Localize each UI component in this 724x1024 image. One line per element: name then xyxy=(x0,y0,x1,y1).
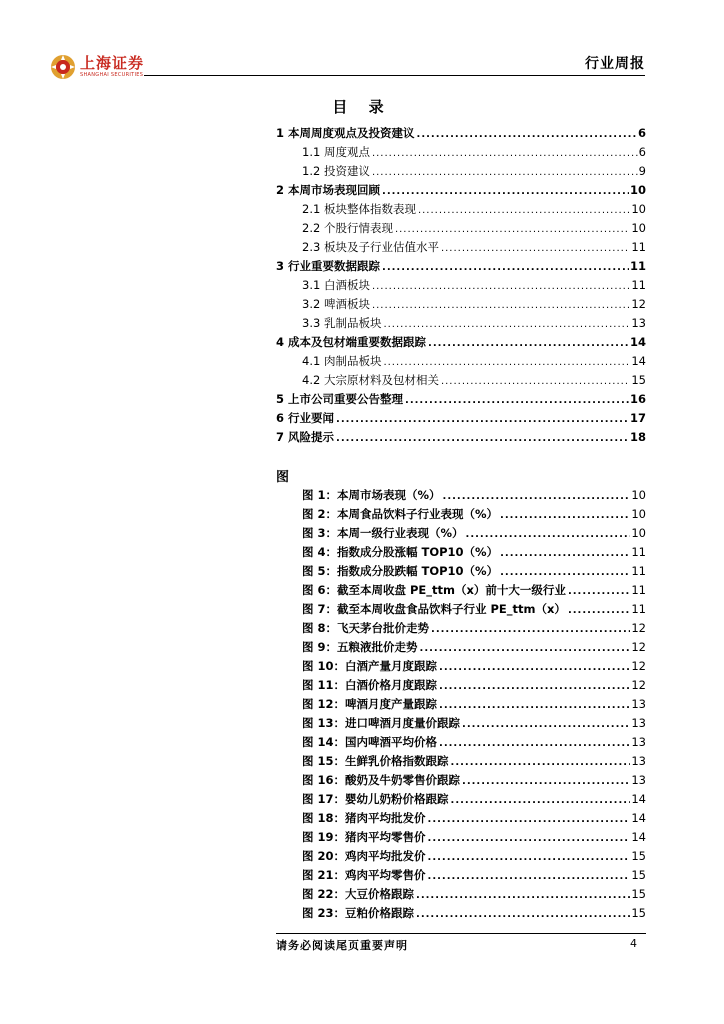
footer-divider xyxy=(276,933,646,934)
toc-entry[interactable] xyxy=(276,220,646,239)
toc-entry-page: 14 xyxy=(629,335,646,349)
toc-entry-page: 11 xyxy=(631,240,646,254)
dot-leader xyxy=(428,338,629,349)
figure-entry[interactable] xyxy=(276,696,646,715)
figure-entry-label: 图 20：鸡肉平均批发价 xyxy=(302,849,426,863)
dot-leader xyxy=(428,833,631,844)
figure-entry-label: 图 2：本周食品饮料子行业表现（%） xyxy=(302,507,499,521)
figure-entry-page: 11 xyxy=(631,583,646,597)
toc-entry-label: 2 本周市场表现回顾 xyxy=(276,183,381,197)
toc-entry[interactable] xyxy=(276,125,646,144)
figure-entry-page: 13 xyxy=(631,697,646,711)
toc-entry-page: 6 xyxy=(637,126,646,140)
figure-entry[interactable] xyxy=(276,734,646,753)
figure-entry-page: 12 xyxy=(631,621,646,635)
toc-entry-label: 3.3 乳制品板块 xyxy=(302,316,382,330)
toc-entry-label: 2.3 板块及子行业估值水平 xyxy=(302,240,439,254)
figures-heading: 图 xyxy=(276,470,290,485)
figure-entry-label: 图 1：本周市场表现（%） xyxy=(302,488,441,502)
figure-entry-page: 14 xyxy=(631,830,646,844)
toc-entry[interactable] xyxy=(276,182,646,201)
toc-entry[interactable] xyxy=(276,315,646,334)
toc-entry-page: 16 xyxy=(629,392,646,406)
toc-entry-label: 5 上市公司重要公告整理 xyxy=(276,392,404,406)
figure-entry-page: 15 xyxy=(631,868,646,882)
toc-entry[interactable] xyxy=(276,144,646,163)
figure-entry[interactable] xyxy=(276,791,646,810)
figure-entry-page: 12 xyxy=(631,640,646,654)
toc-entry-page: 10 xyxy=(631,202,646,216)
figure-entry-label: 图 7：截至本周收盘食品饮料子行业 PE_ttm（x） xyxy=(302,602,566,616)
dot-leader xyxy=(439,738,630,749)
toc-entry[interactable] xyxy=(276,163,646,182)
figure-entry-page: 13 xyxy=(631,773,646,787)
dot-leader xyxy=(466,529,631,540)
list-of-figures xyxy=(276,487,646,924)
figure-entry[interactable] xyxy=(276,544,646,563)
figure-entry-label: 图 13：进口啤酒月度量价跟踪 xyxy=(302,716,461,730)
toc-entry[interactable] xyxy=(276,353,646,372)
toc-entry-page: 11 xyxy=(629,259,646,273)
dot-leader xyxy=(500,567,630,578)
dot-leader xyxy=(336,414,629,425)
figure-entry[interactable] xyxy=(276,867,646,886)
figure-entry-page: 14 xyxy=(631,811,646,825)
figure-entry-page: 10 xyxy=(631,507,646,521)
toc-entry[interactable] xyxy=(276,277,646,296)
figure-entry[interactable] xyxy=(276,601,646,620)
figure-entry-label: 图 15：生鲜乳价格指数跟踪 xyxy=(302,754,449,768)
toc-entry[interactable] xyxy=(276,372,646,391)
logo-english-name: SHANGHAI SECURITIES xyxy=(80,72,144,78)
figure-entry-page: 13 xyxy=(631,754,646,768)
page-number: 4 xyxy=(630,937,637,950)
dot-leader xyxy=(439,681,630,692)
figure-entry-label: 图 22：大豆价格跟踪 xyxy=(302,887,415,901)
figure-entry-page: 14 xyxy=(631,792,646,806)
toc-entry-label: 3.2 啤酒板块 xyxy=(302,297,370,311)
dot-leader xyxy=(382,186,629,197)
dot-leader xyxy=(462,776,630,787)
toc-entry-label: 1.2 投资建议 xyxy=(302,164,370,178)
dot-leader xyxy=(372,281,630,292)
figure-entry[interactable] xyxy=(276,658,646,677)
figure-entry-label: 图 21：鸡肉平均零售价 xyxy=(302,868,426,882)
dot-leader xyxy=(500,510,630,521)
figure-entry[interactable] xyxy=(276,715,646,734)
dot-leader xyxy=(441,376,630,387)
figure-entry-page: 12 xyxy=(631,678,646,692)
toc-entry-page: 10 xyxy=(629,183,646,197)
dot-leader xyxy=(416,890,630,901)
dot-leader xyxy=(416,909,630,920)
figure-entry[interactable] xyxy=(276,886,646,905)
dot-leader xyxy=(500,548,630,559)
figure-entry-page: 15 xyxy=(631,906,646,920)
figure-entry-label: 图 19：猪肉平均零售价 xyxy=(302,830,426,844)
logo-chinese-name: 上海证券 xyxy=(80,54,145,72)
dot-leader xyxy=(372,167,638,178)
page-header xyxy=(0,0,724,80)
toc-entry[interactable] xyxy=(276,258,646,277)
toc-entry-page: 12 xyxy=(631,297,646,311)
dot-leader xyxy=(395,224,630,235)
figure-entry[interactable] xyxy=(276,525,646,544)
figure-entry-label: 图 6：截至本周收盘 PE_ttm（x）前十大一级行业 xyxy=(302,583,566,597)
figure-entry-page: 13 xyxy=(631,716,646,730)
dot-leader xyxy=(428,871,631,882)
toc-entry-page: 13 xyxy=(631,316,646,330)
dot-leader xyxy=(336,433,629,444)
toc-entry-label: 2.1 板块整体指数表现 xyxy=(302,202,416,216)
dot-leader xyxy=(428,852,631,863)
figure-entry-page: 11 xyxy=(631,564,646,578)
dot-leader xyxy=(428,814,631,825)
figure-entry-label: 图 18：猪肉平均批发价 xyxy=(302,811,426,825)
toc-entry-label: 4.1 肉制品板块 xyxy=(302,354,382,368)
dot-leader xyxy=(443,491,631,502)
toc-entry-page: 14 xyxy=(631,354,646,368)
toc-title: 目 录 xyxy=(332,98,392,116)
figure-entry[interactable] xyxy=(276,582,646,601)
toc-entry[interactable] xyxy=(276,391,646,410)
toc-entry-label: 6 行业要闻 xyxy=(276,411,335,425)
figure-entry-label: 图 12：啤酒月度产量跟踪 xyxy=(302,697,438,711)
toc-entry[interactable] xyxy=(276,296,646,315)
figure-entry-label: 图 23：豆粕价格跟踪 xyxy=(302,906,415,920)
figure-entry-label: 图 14：国内啤酒平均价格 xyxy=(302,735,438,749)
toc-entry[interactable] xyxy=(276,410,646,429)
report-type-label: 行业周报 xyxy=(585,56,645,72)
figure-entry-page: 11 xyxy=(631,602,646,616)
toc-entry-label: 4.2 大宗原材料及包材相关 xyxy=(302,373,439,387)
disclaimer-note: 请务必阅读尾页重要声明 xyxy=(276,939,408,952)
figure-entry-page: 15 xyxy=(631,849,646,863)
figure-entry[interactable] xyxy=(276,905,646,924)
figure-entry-label: 图 5：指数成分股跌幅 TOP10（%） xyxy=(302,564,499,578)
figure-entry-label: 图 17：婴幼儿奶粉价格跟踪 xyxy=(302,792,449,806)
figure-entry-page: 11 xyxy=(631,545,646,559)
figure-entry-label: 图 4：指数成分股涨幅 TOP10（%） xyxy=(302,545,499,559)
toc-entry-label: 4 成本及包材端重要数据跟踪 xyxy=(276,335,427,349)
figure-entry[interactable] xyxy=(276,487,646,506)
figure-entry-label: 图 8：飞天茅台批价走势 xyxy=(302,621,430,635)
logo-emblem-icon xyxy=(50,54,76,80)
toc-entry-page: 10 xyxy=(631,221,646,235)
toc-entry-page: 17 xyxy=(629,411,646,425)
toc-entry[interactable] xyxy=(276,201,646,220)
figure-entry[interactable] xyxy=(276,620,646,639)
figure-entry[interactable] xyxy=(276,677,646,696)
dot-leader xyxy=(462,719,630,730)
figure-entry[interactable] xyxy=(276,639,646,658)
figure-entry-label: 图 9：五粮液批价走势 xyxy=(302,640,418,654)
figure-entry-page: 12 xyxy=(631,659,646,673)
figure-entry-page: 10 xyxy=(631,488,646,502)
toc-entry-page: 15 xyxy=(631,373,646,387)
dot-leader xyxy=(451,795,631,806)
figure-entry-label: 图 11：白酒价格月度跟踪 xyxy=(302,678,438,692)
toc-entry-label: 1.1 周度观点 xyxy=(302,145,370,159)
toc-entry[interactable] xyxy=(276,334,646,353)
figure-entry[interactable] xyxy=(276,810,646,829)
dot-leader xyxy=(568,605,630,616)
figure-entry-label: 图 16：酸奶及牛奶零售价跟踪 xyxy=(302,773,461,787)
dot-leader xyxy=(372,148,638,159)
dot-leader xyxy=(383,357,630,368)
figure-entry-page: 13 xyxy=(631,735,646,749)
dot-leader xyxy=(420,643,631,654)
figure-entry-page: 10 xyxy=(631,526,646,540)
table-of-contents xyxy=(276,125,646,448)
header-divider xyxy=(144,75,645,76)
dot-leader xyxy=(568,586,630,597)
figure-entry-label: 图 10：白酒产量月度跟踪 xyxy=(302,659,438,673)
toc-entry-label: 7 风险提示 xyxy=(276,430,335,444)
figure-entry[interactable] xyxy=(276,848,646,867)
figure-entry[interactable] xyxy=(276,829,646,848)
dot-leader xyxy=(417,129,637,140)
toc-entry[interactable] xyxy=(276,429,646,448)
figure-entry[interactable] xyxy=(276,506,646,525)
dot-leader xyxy=(418,205,630,216)
figure-entry-label: 图 3：本周一级行业表现（%） xyxy=(302,526,464,540)
figure-entry-page: 15 xyxy=(631,887,646,901)
dot-leader xyxy=(441,243,630,254)
toc-entry-page: 6 xyxy=(638,145,646,159)
figure-entry[interactable] xyxy=(276,772,646,791)
toc-entry-label: 3.1 白酒板块 xyxy=(302,278,370,292)
dot-leader xyxy=(451,757,631,768)
dot-leader xyxy=(405,395,629,406)
toc-entry-page: 18 xyxy=(629,430,646,444)
figure-entry[interactable] xyxy=(276,753,646,772)
toc-entry-label: 2.2 个股行情表现 xyxy=(302,221,393,235)
dot-leader xyxy=(372,300,630,311)
toc-entry-label: 3 行业重要数据跟踪 xyxy=(276,259,381,273)
toc-entry-page: 9 xyxy=(638,164,646,178)
figure-entry[interactable] xyxy=(276,563,646,582)
toc-entry-page: 11 xyxy=(631,278,646,292)
dot-leader xyxy=(439,700,630,711)
toc-entry[interactable] xyxy=(276,239,646,258)
dot-leader xyxy=(431,624,630,635)
dot-leader xyxy=(383,319,630,330)
company-logo xyxy=(50,54,144,80)
dot-leader xyxy=(382,262,629,273)
dot-leader xyxy=(439,662,630,673)
toc-entry-label: 1 本周周度观点及投资建议 xyxy=(276,126,415,140)
